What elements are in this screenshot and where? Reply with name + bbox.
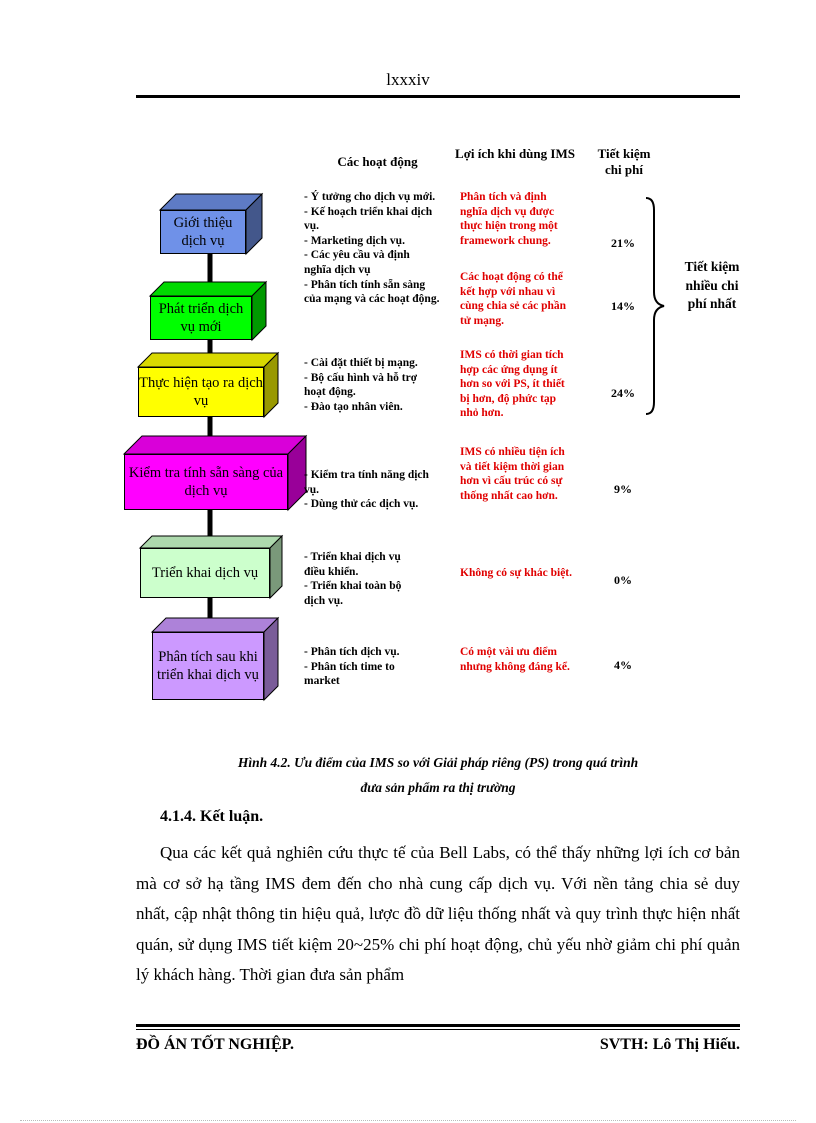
saving-3: 24% [611,386,635,400]
footer-rule-thick [136,1024,740,1027]
saving-4: 9% [614,482,632,496]
footer-rule-thin [136,1029,740,1030]
saving-1: 21% [611,236,635,250]
stage-box-4 [124,454,288,510]
stage-box-top-2 [150,282,266,296]
figure-caption-line-1: Hình 4.2. Ưu điểm của IMS so với Giải pháp riêng (PS) trong quá trình [237,755,639,770]
saving-5: 0% [614,573,632,587]
stage-label-4: Kiểm tra tính sẵn sàng của dịch vụ [128,465,284,499]
column-heading-activities: Các hoạt động [337,154,418,169]
stage-box-top-5 [140,536,282,548]
stage-box-5 [140,548,270,598]
stage-label-5: Triển khai dịch vụ [151,565,259,581]
stage-box-6 [152,632,264,700]
stage-label-3: Thực hiện tạo ra dịch vụ [139,375,263,409]
stage-box-top-1 [160,194,262,210]
activities-1: - Ý tưởng cho dịch vụ mới. - Kế hoạch triển khai dịch vụ. - Marketing dịch vụ. - Các yêu cầu và định nghĩa dịch vụ - Phân tích tính sẵn sàng của mạng và các hoạt động. [304,191,440,306]
brace-note: Tiết kiệm nhiều chi phí nhất [684,259,740,311]
paragraph-text: Qua các kết quả nghiên cứu thực tế của Bell Labs, có thể thấy những lợi ích cơ bản mà cơ sở hạ tầng IMS đem đến cho nhà cung cấp dịch vụ. Với nền tảng chia sẻ duy nhất, cập nhật thông tin hiệu quả, lược đồ dữ liệu thống nhất và quy trình thực hiện nhất quán, sử dụng IMS tiết kiệm 20~25% chi phí hoạt động, chủ yếu nhờ giảm chi phí quản lý khách hàng. Thời gian đưa sản phẩm [136,843,740,984]
stage-box-top-3 [138,353,278,367]
stage-box-3 [138,367,264,417]
process-flow-diagram [110,180,310,710]
figure-caption-line-2: đưa sản phẩm ra thị trường [360,780,516,795]
stage-label-6: Phân tích sau khi triển khai dịch vụ [157,649,259,683]
activities-4: - Triển khai dịch vụ điều khiển. - Triển khai toàn bộ dịch vụ. [304,551,402,607]
benefit-1: Phân tích và định nghĩa dịch vụ được thực hiện trong một framework chung. [460,191,558,247]
benefit-2: Các hoạt động có thể kết hợp với nhau vì cùng chia sẻ các phần tử mạng. [460,271,567,327]
footer-right-text: SVTH: Lô Thị Hiếu. [599,1036,740,1053]
column-heading-benefits: Lợi ích khi dùng IMS [455,146,575,161]
header-rule [136,95,740,98]
stage-box-side-6 [264,618,278,700]
stage-label-2: Phát triển dịch vụ mới [158,301,244,335]
column-heading-savings: Tiết kiệm chi phí [597,146,651,177]
activities-3: - Kiểm tra tính năng dịch vụ. - Dùng thử các dịch vụ. [304,469,429,511]
saving-2: 14% [611,299,635,313]
benefit-6: Có một vài ưu điểm nhưng không đáng kể. [460,646,570,673]
right-brace [644,196,668,416]
section-heading: 4.1.4. Kết luận. [160,808,264,825]
benefit-5: Không có sự khác biệt. [460,567,573,579]
activities-5: - Phân tích dịch vụ. - Phân tích time to market [304,646,400,688]
stage-box-2 [150,296,252,340]
page-number: lxxxiv [386,70,430,89]
stage-box-top-6 [152,618,278,632]
stage-box-top-4 [124,436,306,454]
saving-6: 4% [614,658,632,672]
stage-box-1 [160,210,246,254]
benefit-4: IMS có nhiều tiện ích và tiết kiệm thời gian hơn vì cấu trúc có sự thống nhất cao hơn. [460,446,565,502]
benefit-3: IMS có thời gian tích hợp các ứng dụng ít hơn so với PS, ít thiết bị hơn, độ phức tạp nhỏ hơn. [460,349,565,420]
page-edge-dots [20,1120,796,1121]
activities-2: - Cài đặt thiết bị mạng. - Bộ cấu hình và hỗ trợ hoạt động. - Đào tạo nhân viên. [304,357,418,413]
footer-left-text: ĐỒ ÁN TỐT NGHIỆP. [136,1036,294,1053]
body-paragraph [136,838,740,991]
stage-label-1: Giới thiệu dịch vụ [173,215,233,249]
